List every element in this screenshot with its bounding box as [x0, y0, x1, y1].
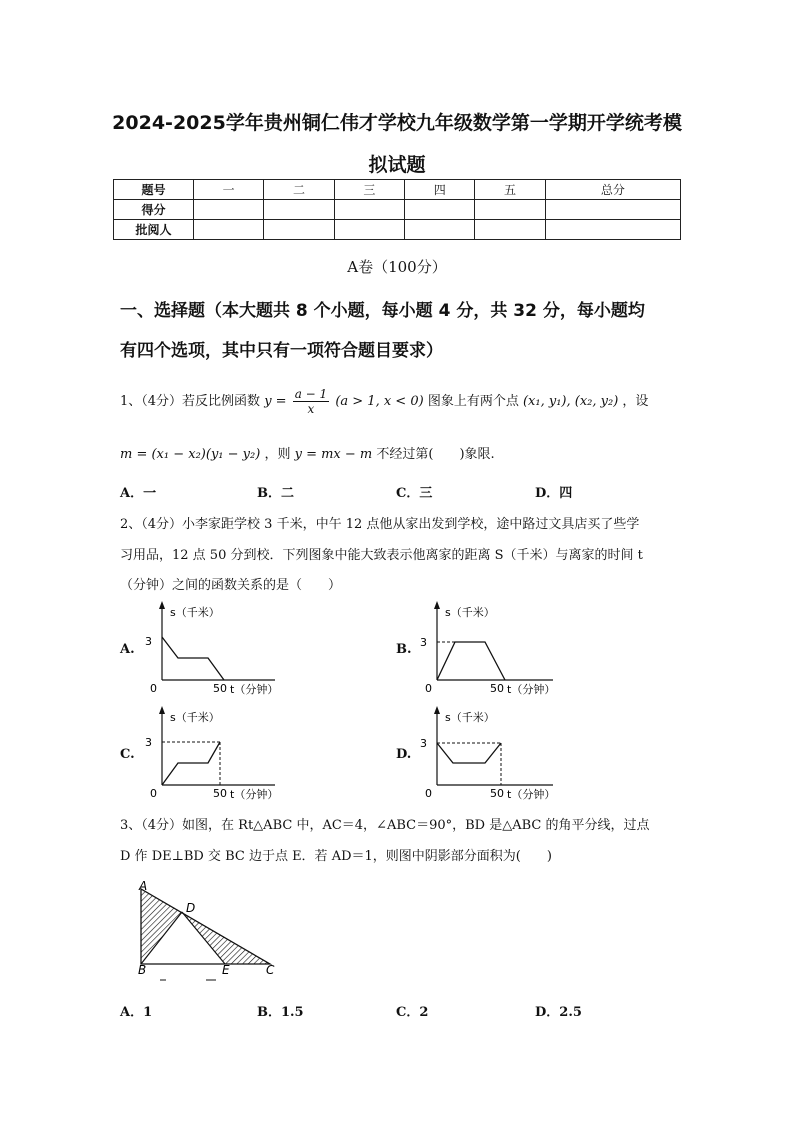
q1-suffix: ，设	[622, 394, 649, 409]
score-table	[113, 179, 681, 240]
q3-line2: D 作 DE⊥BD 交 BC 边于点 E．若 AD＝1，则图中阴影部分面积为( )	[120, 849, 552, 864]
q3-point-d: D	[186, 901, 196, 915]
q2-graph-b-y-tick: 3	[420, 636, 427, 649]
q1-mid: 图象上有两个点	[427, 394, 519, 409]
q2-graph-a	[140, 600, 300, 700]
q3-point-b: B	[138, 963, 147, 977]
reviewer-cell	[264, 220, 334, 240]
score-row	[114, 200, 681, 220]
score-cell	[545, 200, 680, 220]
q3-point-c: C	[266, 963, 275, 977]
score-table-header-row	[114, 180, 681, 200]
header-cell: 四	[405, 180, 475, 200]
exam-title-line2: 拟试题	[368, 154, 426, 176]
q2-graph-label-c: C.	[120, 747, 135, 762]
q2-graph-b-y-label: s（千米）	[445, 606, 495, 619]
reviewer-cell	[405, 220, 475, 240]
q1-y-eq: y =	[264, 394, 287, 409]
q2-graph-b-origin: 0	[425, 682, 432, 695]
header-cell: 二	[264, 180, 334, 200]
exam-title-line1: 2024-2025学年贵州铜仁伟才学校九年级数学第一学期开学统考模	[112, 112, 682, 134]
score-cell	[405, 200, 475, 220]
q2-graph-a-x-label: t（分钟）	[230, 683, 279, 696]
q2-graph-c	[140, 705, 300, 805]
q2-line1: 2、（4分）小李家距学校 3 千米，中午 12 点他从家出发到学校，途中路过文具店买了些学	[120, 517, 640, 532]
reviewer-cell	[334, 220, 404, 240]
q1-condition: (a > 1, x < 0)	[335, 394, 424, 409]
q1-line-expr: y = mx − m	[294, 447, 373, 462]
score-cell	[475, 200, 545, 220]
q1-line1	[120, 388, 648, 415]
q2-graph-c-x-label: t（分钟）	[230, 788, 279, 801]
reviewer-cell	[475, 220, 545, 240]
q1-option-c: C．三	[396, 486, 433, 501]
header-cell: 一	[194, 180, 264, 200]
q2-graph-a-x-tick: 50	[213, 682, 227, 695]
q2-graph-d-x-tick: 50	[490, 787, 504, 800]
q3-triangle-figure	[130, 878, 290, 988]
score-cell	[334, 200, 404, 220]
q1-m-expr: m = (x₁ − x₂)(y₁ − y₂)	[120, 447, 261, 462]
q1-option-b: B．二	[257, 486, 294, 501]
q2-graph-c-x-tick: 50	[213, 787, 227, 800]
q3-option-d: D．2.5	[535, 1005, 582, 1020]
q2-graph-a-origin: 0	[150, 682, 157, 695]
part1-heading-line2: 有四个选项，其中只有一项符合题目要求）	[120, 341, 443, 361]
q2-line3: （分钟）之间的函数关系的是（ ）	[120, 578, 342, 593]
row-label: 批阅人	[114, 220, 194, 240]
q2-graph-b-x-tick: 50	[490, 682, 504, 695]
q2-graph-label-b: B.	[396, 642, 412, 657]
header-cell: 题号	[114, 180, 194, 200]
q2-graph-b-x-label: t（分钟）	[507, 683, 556, 696]
q2-graph-c-y-tick: 3	[145, 736, 152, 749]
q1-prefix: 1、（4分）若反比例函数	[120, 394, 261, 409]
part1-heading-line1: 一、选择题（本大题共 8 个小题，每小题 4 分，共 32 分，每小题均	[120, 301, 645, 321]
row-label: 得分	[114, 200, 194, 220]
q3-point-a: A	[139, 879, 148, 893]
q2-graph-a-y-label: s（千米）	[170, 606, 220, 619]
q2-graph-label-a: A.	[120, 642, 135, 657]
header-cell: 总分	[545, 180, 680, 200]
reviewer-cell	[545, 220, 680, 240]
q2-graph-c-origin: 0	[150, 787, 157, 800]
q1-points: (x₁, y₁), (x₂, y₂)	[522, 394, 619, 409]
score-cell	[194, 200, 264, 220]
header-cell: 五	[475, 180, 545, 200]
q1-option-a: A．一	[120, 486, 157, 501]
q1-frac-num: a − 1	[294, 387, 328, 401]
reviewer-row	[114, 220, 681, 240]
q3-option-b: B．1.5	[257, 1005, 304, 1020]
q3-option-c: C．2	[396, 1005, 429, 1020]
q1-frac-den: x	[307, 402, 315, 416]
q2-graph-a-y-tick: 3	[145, 635, 152, 648]
q2-graph-d	[415, 705, 580, 805]
q2-graph-d-origin: 0	[425, 787, 432, 800]
q2-line2: 习用品，12 点 50 分到校．下列图象中能大致表示他离家的距离 S（千米）与离家的时间 t	[120, 548, 643, 563]
q1-end: 不经过第( )象限.	[376, 447, 495, 462]
q1-fraction	[293, 388, 329, 415]
q1-option-d: D．四	[535, 486, 573, 501]
section-a-heading: A卷（100分）	[347, 258, 447, 276]
q3-point-e: E	[222, 963, 230, 977]
q3-line1: 3、（4分）如图，在 Rt△ABC 中，AC＝4，∠ABC＝90°，BD 是△ABC 的角平分线，过点	[120, 818, 650, 833]
q2-graph-label-d: D.	[396, 747, 412, 762]
q1-line2	[120, 443, 495, 462]
q2-graph-d-y-label: s（千米）	[445, 711, 495, 724]
reviewer-cell	[194, 220, 264, 240]
q3-option-a: A．1	[120, 1005, 153, 1020]
q2-graph-d-x-label: t（分钟）	[507, 788, 556, 801]
q2-graph-d-y-tick: 3	[420, 737, 427, 750]
q2-graph-c-y-label: s（千米）	[170, 711, 220, 724]
q2-graph-b	[415, 600, 580, 700]
header-cell: 三	[334, 180, 404, 200]
q1-then: ，则	[264, 447, 291, 462]
score-cell	[264, 200, 334, 220]
